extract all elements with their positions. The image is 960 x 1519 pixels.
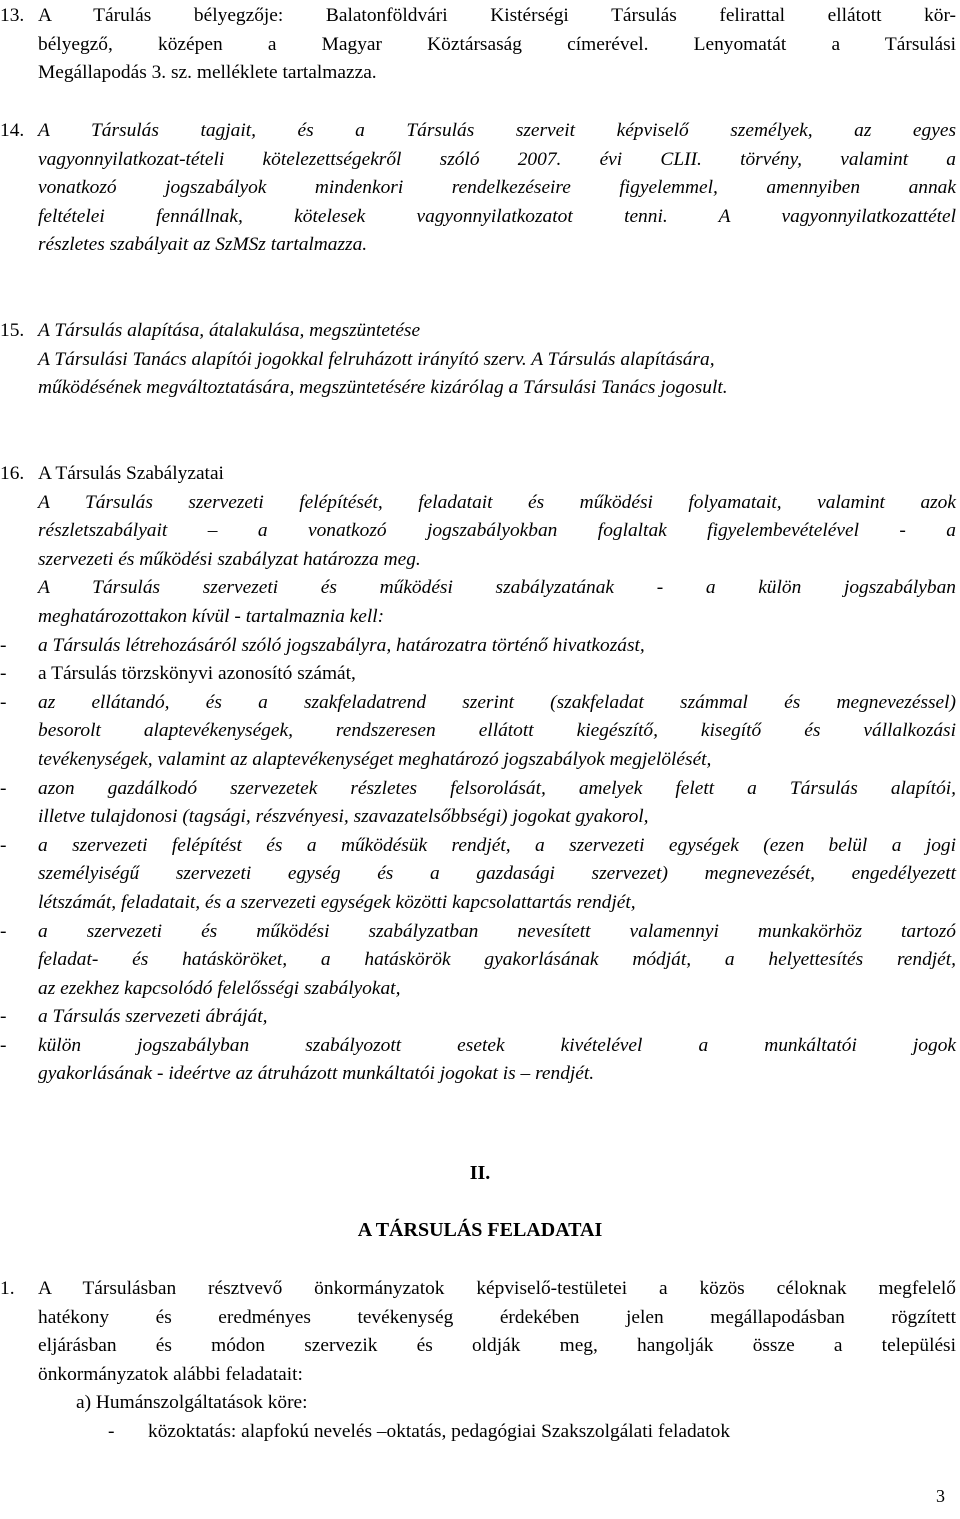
list-item bbox=[0, 1032, 956, 1089]
list-item bbox=[0, 1003, 956, 1032]
text-line: A Tárulás bélyegzője: Balatonföldvári Kistérségi Társulás felirattal ellátott kör- bbox=[38, 5, 956, 26]
text-line bbox=[38, 59, 956, 88]
text-line: A Társulás tagjait, és a Társulás szerveit képviselő személyek, az egyes bbox=[38, 120, 956, 141]
text-line: a szervezeti felépítést és a működésük rendjét, a szervezeti egységek (ezen belül a jogi bbox=[38, 834, 956, 856]
list-item bbox=[0, 632, 956, 661]
text-line: a Társulás törzskönyvi azonosító számát, bbox=[38, 663, 356, 685]
list-item bbox=[0, 775, 956, 832]
text-normal: Megállapodás 3. sz. melléklete tartalmazza. bbox=[38, 62, 377, 84]
list-dash: - bbox=[0, 920, 7, 942]
section-13 bbox=[0, 2, 956, 88]
text-line: vonatkozó jogszabályok mindenkori rendelkezéseire figyelemmel, amennyiben annak bbox=[38, 177, 956, 199]
text-line: hatékony és eredményes tevékenység érdekében jelen megállapodásban rögzített bbox=[38, 1306, 956, 1328]
text-line: illetve tulajdonosi (tagsági, részvényesi, szavazatelsőbbségi) jogokat gyakorol, bbox=[38, 806, 649, 828]
list-dash: - bbox=[0, 691, 7, 713]
list-dash: - bbox=[0, 663, 7, 685]
text-line: a szervezeti és működési szabályzatban nevesített valamennyi munkakörhöz tartozó bbox=[38, 920, 956, 942]
section-number: 1. bbox=[0, 1278, 15, 1299]
page-number: 3 bbox=[936, 1486, 945, 1506]
text-line: a Társulás létrehozásáról szóló jogszabályra, határozatra történő hivatkozást, bbox=[38, 634, 645, 656]
text-line: bélyegző, középen a Magyar Köztársaság címerével. Lenyomatát a Társulási bbox=[38, 33, 956, 55]
list-item bbox=[0, 689, 956, 775]
text-line: önkormányzatok alábbi feladatait: bbox=[38, 1363, 303, 1385]
section-number: 14. bbox=[0, 120, 25, 141]
section-14 bbox=[0, 117, 956, 260]
text-line: az ellátandó, és a szakfeladatrend szerint (szakfeladat számmal és megnevezéssel) bbox=[38, 691, 956, 713]
text-line: szervezeti és működési szabályzat határozza meg. bbox=[38, 548, 421, 570]
text-line: részletszabályait – a vonatkozó jogszabályokban foglaltak figyelembevételével - a bbox=[38, 520, 956, 542]
section-number: 16. bbox=[0, 463, 25, 484]
subsection-heading: a) Humánszolgáltatások köre: bbox=[76, 1392, 308, 1414]
text-line: A Társulás szervezeti és működési szabályzatának - a külön jogszabályban bbox=[38, 577, 956, 599]
section-1 bbox=[0, 1275, 956, 1447]
text-line: a Társulás szervezeti ábráját, bbox=[38, 1006, 268, 1028]
text-line: feladat- és hatásköröket, a hatáskörök gyakorlásának módját, a helyettesítés rendjét, bbox=[38, 949, 956, 971]
text-line: A Társulásban résztvevő önkormányzatok képviselő-testületei a közös céloknak megfelelő bbox=[38, 1278, 956, 1299]
list-item bbox=[108, 1418, 956, 1447]
text-line: az ezekhez kapcsolódó felelősségi szabályokat, bbox=[38, 977, 401, 999]
text-line: azon gazdálkodó szervezetek részletes felsorolását, amelyek felett a Társulás alapítói, bbox=[38, 777, 956, 799]
list-item bbox=[0, 660, 956, 689]
list-dash: - bbox=[0, 1006, 7, 1028]
text-line: A Társulás szervezeti felépítését, feladatait és működési folyamatait, valamint azok bbox=[38, 491, 956, 513]
chapter-number: II. bbox=[469, 1162, 491, 1184]
text-line: közoktatás: alapfokú nevelés –oktatás, pedagógiai Szakszolgálati feladatok bbox=[148, 1420, 731, 1442]
text-line: tevékenységek, valamint az alaptevékenységet meghatározó jogszabályok megjelölését, bbox=[38, 748, 712, 770]
text-line: vagyonnyilatkozat-tételi kötelezettségekről szóló 2007. évi CLII. törvény, valamint a bbox=[38, 148, 956, 170]
list-dash: - bbox=[0, 1034, 7, 1056]
list-dash: - bbox=[0, 634, 7, 656]
section-15 bbox=[0, 317, 956, 403]
text-line: külön jogszabályban szabályozott esetek kivételével a munkáltatói jogok bbox=[38, 1034, 956, 1056]
section-number: 13. bbox=[0, 5, 25, 26]
chapter-title: A TÁRSULÁS FELADATAI bbox=[357, 1219, 603, 1241]
list-dash: - bbox=[0, 777, 7, 799]
text-line: feltételei fennállnak, kötelesek vagyonnyilatkozatot tenni. A vagyonnyilatkozattétel bbox=[38, 205, 956, 227]
text-line: gyakorlásának - ideértve az átruházott munkáltatói jogokat is – rendjét. bbox=[38, 1063, 595, 1085]
section-heading: A Társulás alapítása, átalakulása, megszüntetése bbox=[38, 320, 421, 341]
text-line: meghatározottakon kívül - tartalmaznia kell: bbox=[38, 605, 385, 627]
section-heading: A Társulás Szabályzatai bbox=[38, 463, 224, 484]
section-16 bbox=[0, 460, 956, 1089]
text-line: személyiségű szervezeti egység és a gazdasági szervezet) megnevezését, engedélyezett bbox=[38, 863, 956, 885]
section-number: 15. bbox=[0, 320, 25, 341]
list-item bbox=[0, 832, 956, 918]
text-line: létszámát, feladatait, és a szervezeti egységek közötti kapcsolattartás rendjét, bbox=[38, 891, 636, 913]
text-line: A Társulási Tanács alapítói jogokkal felruházott irányító szerv. A Társulás alapítására, bbox=[38, 348, 715, 370]
list-item bbox=[0, 918, 956, 1004]
list-dash: - bbox=[0, 834, 7, 856]
list-dash: - bbox=[108, 1420, 115, 1442]
text-line: működésének megváltoztatására, megszüntetésére kizárólag a Társulási Tanács jogosult. bbox=[38, 377, 728, 399]
paragraph bbox=[38, 489, 956, 632]
requirements-list bbox=[0, 632, 956, 1090]
text-line: részletes szabályait az SzMSz tartalmazza. bbox=[38, 234, 368, 256]
text-line: besorolt alaptevékenységek, rendszeresen ellátott kiegészítő, kisegítő és vállalkozási bbox=[38, 720, 956, 742]
text-line: eljárásban és módon szervezik és oldják meg, hangolják össze a települési bbox=[38, 1335, 956, 1357]
